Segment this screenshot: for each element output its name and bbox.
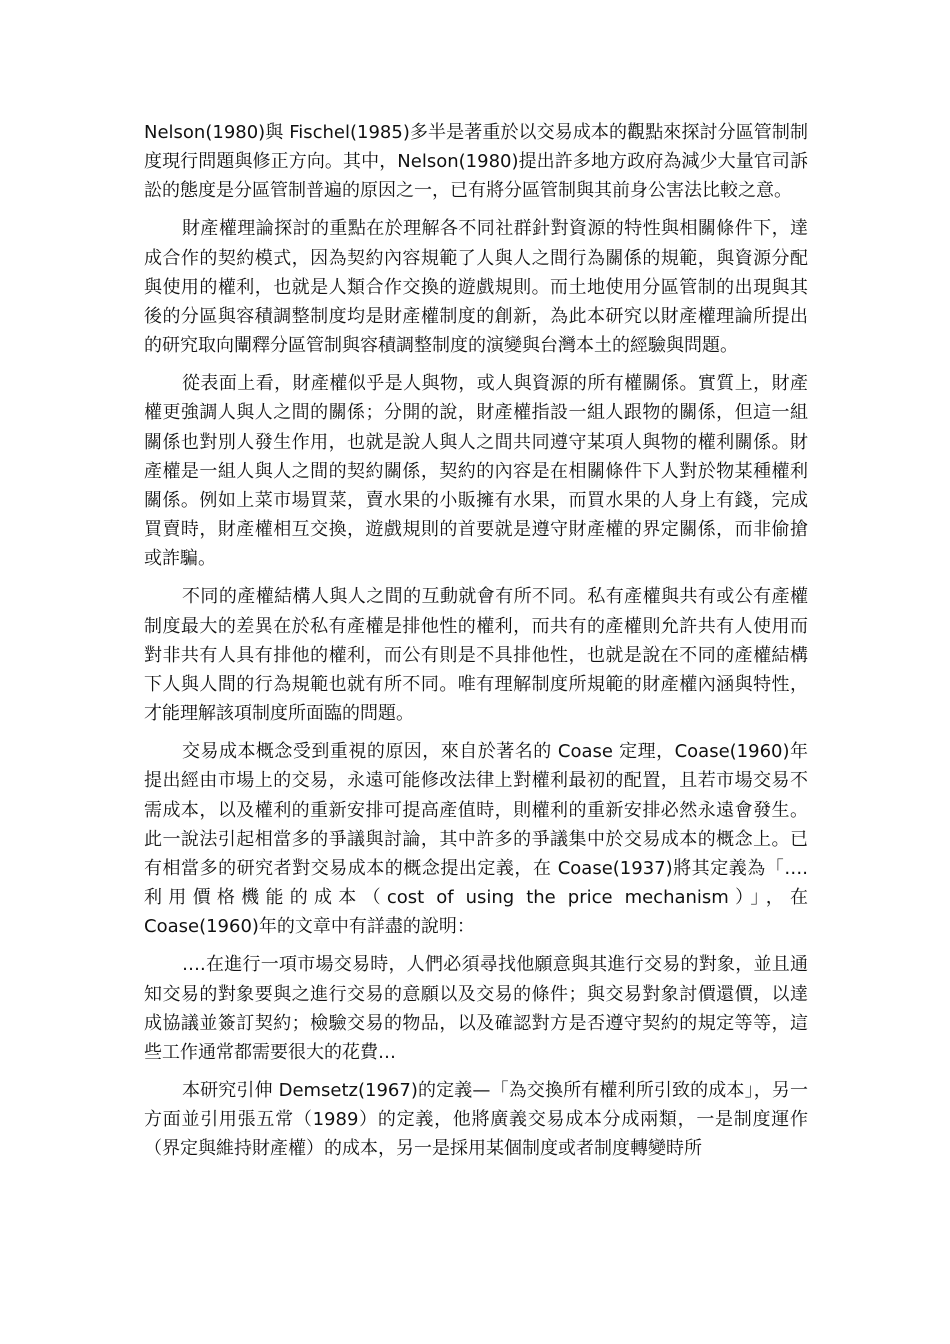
paragraph-property-rights-theory: 財產權理論探討的重點在於理解各不同社群針對資源的特性與相關條件下，達成合作的契約模式，因為契約內容規範了人與人之間行為關係的規範，與資源分配與使用的權利，也就是人類合作交換的遊戲規則。而土地使用分區管制的出現與其後的分區與容積調整制度均是財產權制度的創新，為此本研究以財產權理論所提出的研究取向闡釋分區管制與容積調整制度的演變與台灣本土的經驗與問題。 [144, 218, 808, 357]
paragraph-zoning-transaction-cost: Nelson(1980)與 Fischel(1985)多半是著重於以交易成本的觀點來探討分區管制制度現行問題與修正方向。其中，Nelson(1980)提出許多地方政府為減少大量官司訴訟的態度是分區管制普遍的原因之一，已有將分區管制與其前身公害法比較之意。 [144, 122, 808, 202]
paragraph-demsetz-definition: 本研究引伸 Demsetz(1967)的定義—「為交換所有權利所引致的成本」，另一方面並引用張五常（1989）的定義，他將廣義交易成本分成兩類，一是制度運作（界定與維持財產權）的成本，另一是採用某個制度或者制度轉變時所 [144, 1080, 808, 1160]
document-page [144, 118, 808, 1172]
paragraph-property-rights-relations: 從表面上看，財產權似乎是人與物，或人與資源的所有權關係。實質上，財產權更強調人與人之間的關係；分開的說，財產權指設一組人跟物的關係，但這一組關係也對別人發生作用，也就是說人與人之間共同遵守某項人與物的權利關係。財產權是一組人與人之間的契約關係，契約的內容是在相關條件下人對於物某種權利關係。例如上菜市場買菜，賣水果的小販擁有水果，而買水果的人身上有錢，完成買賣時，財產權相互交換，遊戲規則的首要就是遵守財產權的界定關係，而非偷搶或詐騙。 [144, 373, 808, 570]
paragraph-coase-quotation: ….在進行一項市場交易時，人們必須尋找他願意與其進行交易的對象，並且通知交易的對象要與之進行交易的意願以及交易的條件；與交易對象討價還價，以達成協議並簽訂契約；檢驗交易的物品，以及確認對方是否遵守契約的規定等等，這些工作通常都需要很大的花費… [144, 954, 808, 1064]
paragraph-coase-theorem: 交易成本概念受到重視的原因，來自於著名的 Coase 定理，Coase(1960)年提出經由市場上的交易，永遠可能修改法律上對權利最初的配置，且若市場交易不需成本，以及權利的重新安排可提高產值時，則權利的重新安排必然永遠會發生。此一說法引起相當多的爭議與討論，其中許多的爭議集中於交易成本的概念上。已有相當多的研究者對交易成本的概念提出定義，在 Coase(1937)將其定義為「….利用價格機能的成本（cost of using the price mechanism）」，在 Coase(1960)年的文章中有詳盡的說明： [144, 741, 808, 938]
paragraph-property-rights-structures: 不同的產權結構人與人之間的互動就會有所不同。私有產權與共有或公有產權制度最大的差異在於私有產權是排他性的權利，而共有的產權則允許共有人使用而對非共有人具有排他的權利，而公有則是不具排他性，也就是說在不同的產權結構下人與人間的行為規範也就有所不同。唯有理解制度所規範的財產權內涵與特性，才能理解該項制度所面臨的問題。 [144, 586, 808, 725]
